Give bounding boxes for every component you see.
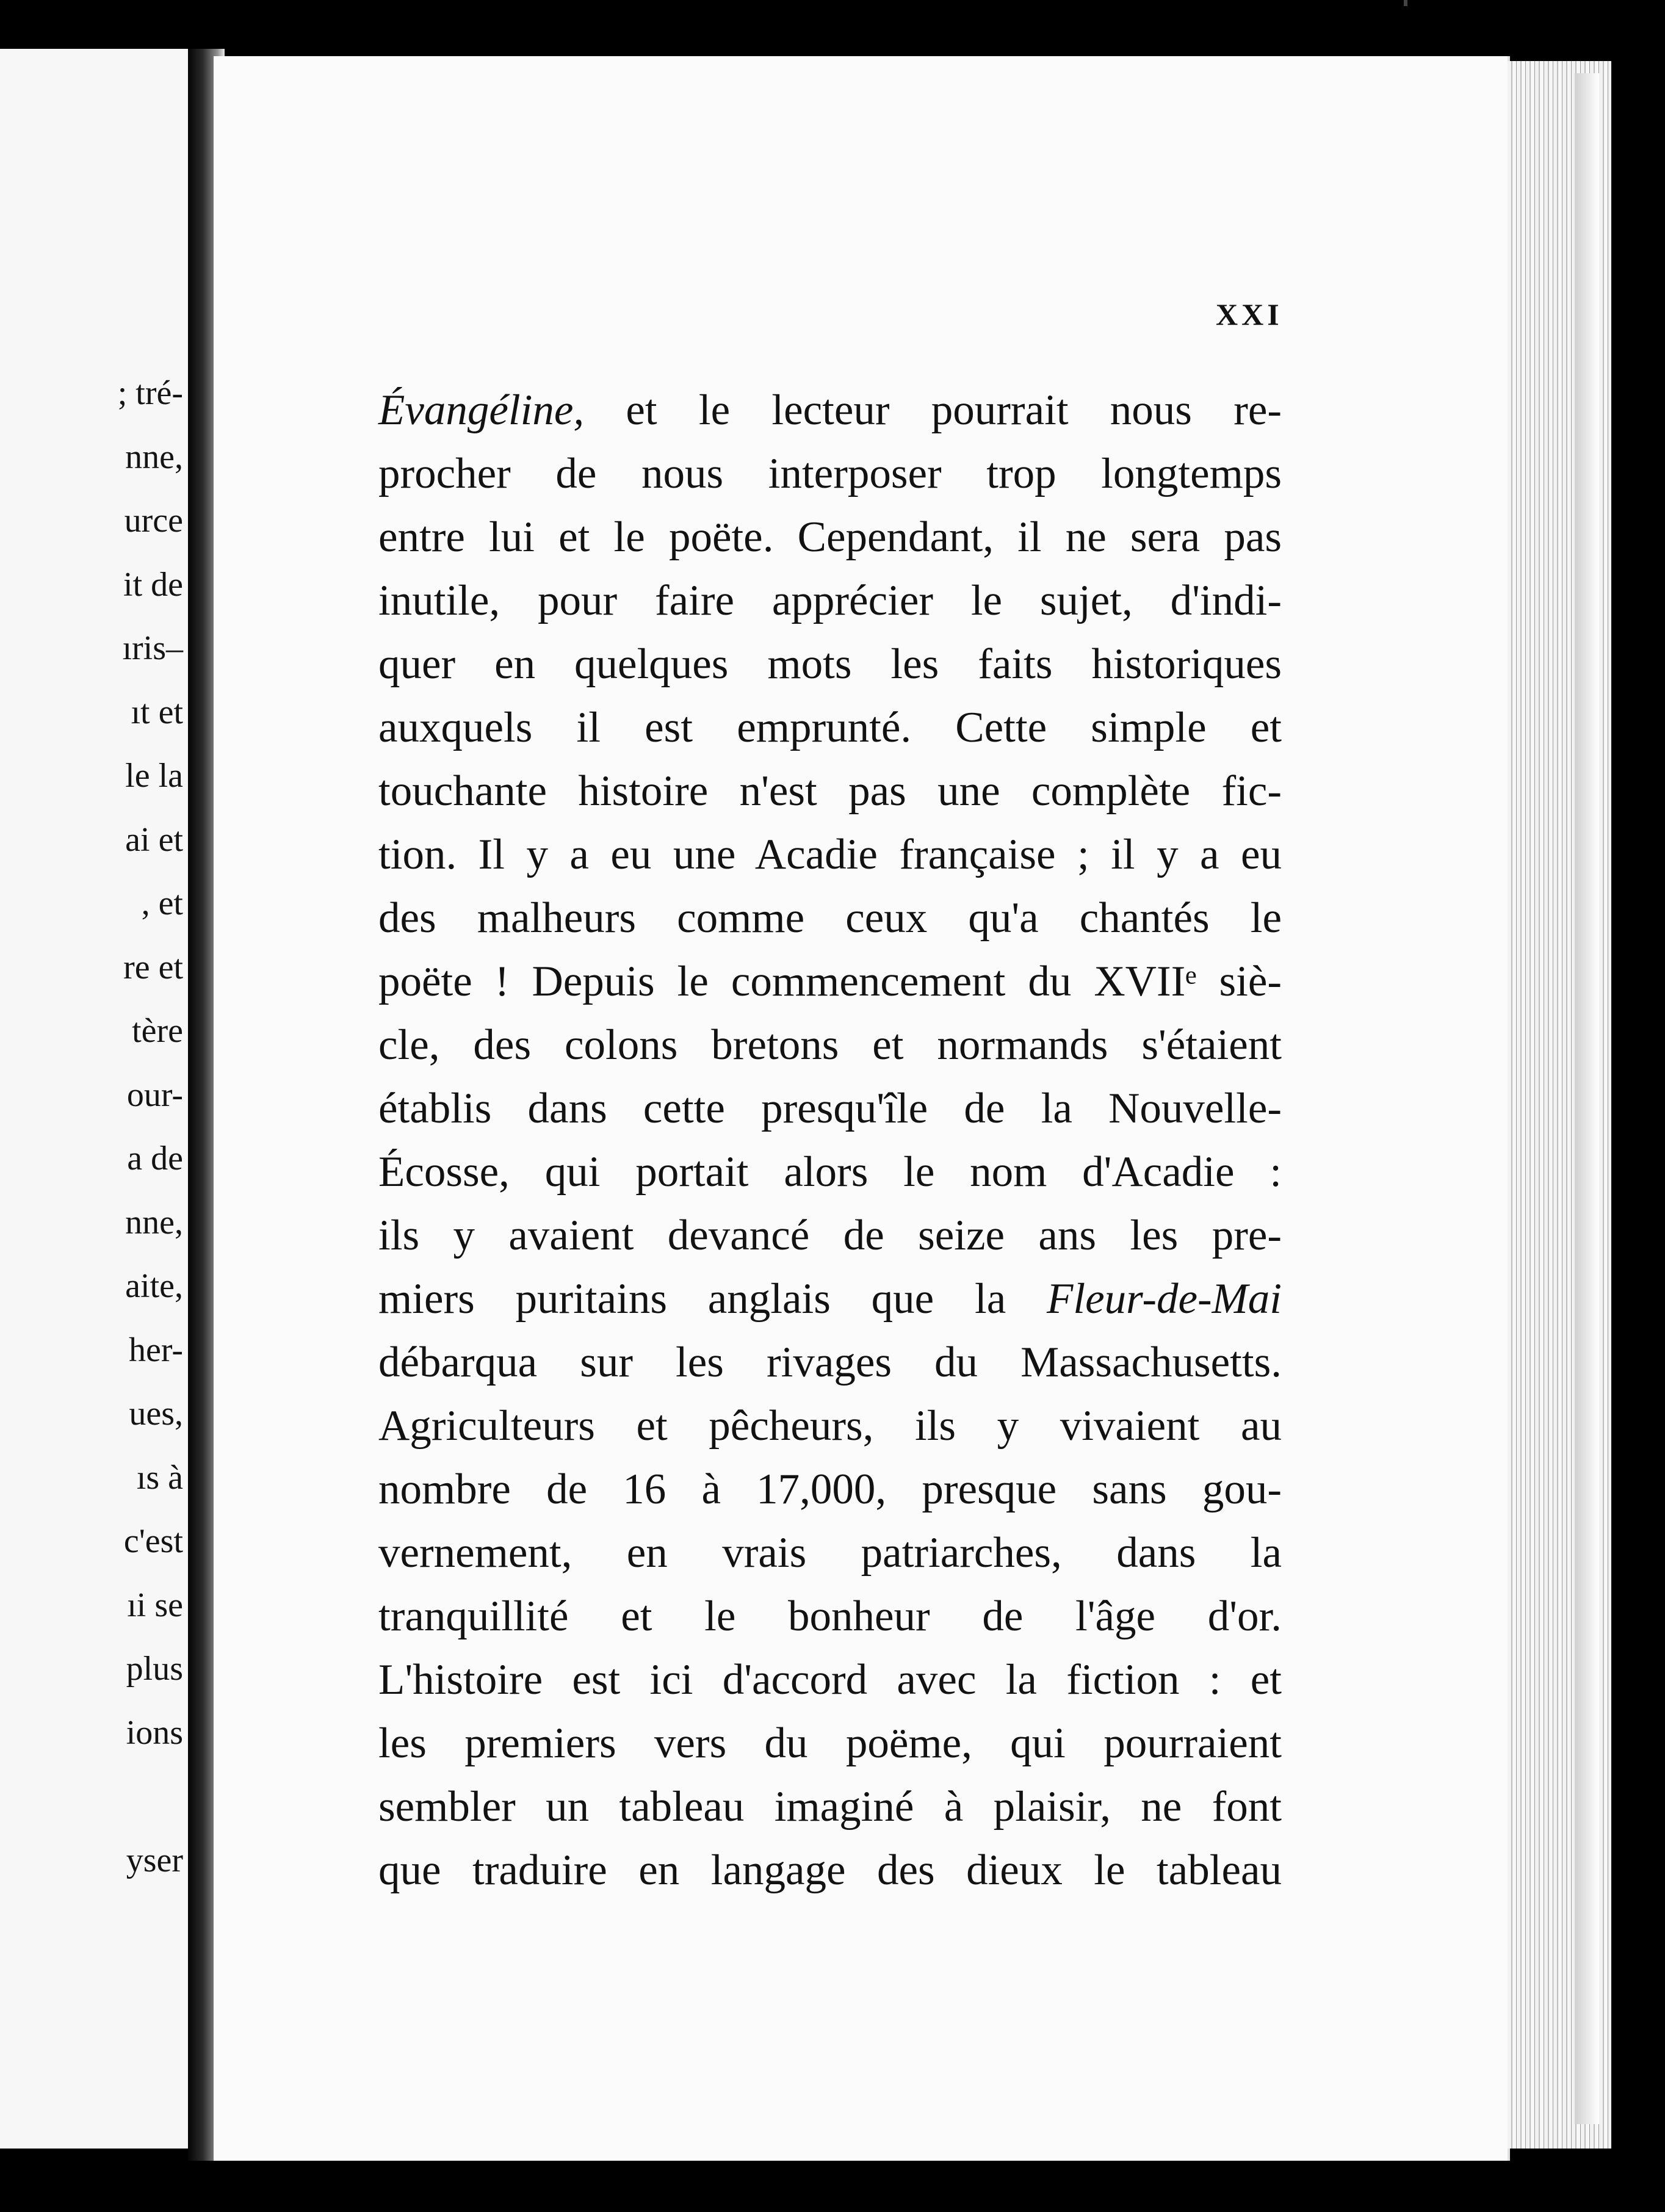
- text-segment: et le lecteur pourrait nous re-: [584, 386, 1282, 434]
- left-page-line: re et: [123, 948, 183, 986]
- text-line: [378, 505, 1282, 569]
- left-page-line: ; tré-: [117, 374, 183, 412]
- text-segment: touchante histoire n'est pas une complète fic-: [378, 767, 1282, 815]
- text-segment: sembler un tableau imaginé à plaisir, ne font: [378, 1783, 1282, 1831]
- text-segment: des malheurs comme ceux qu'a chantés le: [378, 894, 1282, 942]
- italic-title-text: Évangéline,: [378, 386, 585, 434]
- text-line: [378, 823, 1282, 886]
- text-line: [378, 1775, 1282, 1838]
- text-line: [378, 1838, 1282, 1902]
- text-line: [378, 1585, 1282, 1648]
- text-segment: auxquels il est emprunté. Cette simple et: [378, 704, 1282, 751]
- text-line: [378, 632, 1282, 696]
- left-page-line: it de: [123, 565, 183, 604]
- text-line: [378, 1204, 1282, 1267]
- text-line: [378, 378, 1282, 442]
- text-segment: procher de nous interposer trop longtemps: [378, 450, 1282, 497]
- text-segment: miers puritains anglais que la: [378, 1275, 1047, 1323]
- text-segment: Écosse, qui portait alors le nom d'Acadie :: [378, 1148, 1282, 1196]
- text-segment: vernement, en vrais patriarches, dans la: [378, 1529, 1282, 1577]
- left-page-line: tère: [132, 1012, 183, 1050]
- text-line: [378, 1267, 1282, 1331]
- text-segment: tion. Il y a eu une Acadie française ; il y a eu: [378, 831, 1282, 878]
- text-line: [378, 442, 1282, 505]
- text-segment: poëte ! Depuis le commencement du XVIIᵉ siè-: [378, 958, 1282, 1005]
- left-page-line: her-: [128, 1331, 183, 1369]
- text-line: [378, 886, 1282, 950]
- left-page-line: c'est: [123, 1522, 183, 1560]
- left-page-line: le la: [125, 757, 183, 795]
- left-page-line: ues,: [129, 1395, 183, 1433]
- text-line: [378, 950, 1282, 1013]
- left-page-line: nne,: [125, 438, 183, 476]
- text-line: [378, 1711, 1282, 1775]
- text-line: [378, 1394, 1282, 1458]
- scan-speck: [1404, 0, 1407, 6]
- left-page-line: nne,: [125, 1203, 183, 1242]
- text-line: [378, 1077, 1282, 1140]
- left-page: [0, 49, 188, 2149]
- text-segment: débarqua sur les rivages du Massachusetts.: [378, 1339, 1282, 1386]
- left-page-line: plus: [126, 1650, 183, 1688]
- text-segment: quer en quelques mots les faits historiques: [378, 640, 1282, 688]
- text-segment: entre lui et le poëte. Cependant, il ne sera pas: [378, 513, 1282, 561]
- text-line: [378, 1521, 1282, 1585]
- left-page-line: aite,: [125, 1267, 183, 1305]
- text-line: [378, 759, 1282, 823]
- text-segment: ils y avaient devancé de seize ans les pre-: [378, 1212, 1282, 1259]
- left-page-line: , et: [141, 884, 183, 922]
- italic-title-text: Fleur-de-Mai: [1047, 1275, 1282, 1323]
- page-number: XXI: [1216, 297, 1283, 331]
- text-segment: établis dans cette presqu'île de la Nouvelle-: [378, 1085, 1282, 1132]
- left-page-line: ıs à: [136, 1458, 183, 1497]
- left-page-line: ıi se: [127, 1586, 183, 1624]
- text-line: [378, 569, 1282, 632]
- left-page-line: ai et: [125, 820, 183, 859]
- left-page-line: our-: [126, 1075, 183, 1114]
- text-line: [378, 1648, 1282, 1711]
- text-segment: inutile, pour faire apprécier le sujet, d'indi-: [378, 577, 1282, 624]
- left-page-line: a de: [127, 1140, 183, 1177]
- left-page-line: urce: [124, 502, 183, 540]
- left-page-line: ions: [126, 1713, 183, 1752]
- text-segment: les premiers vers du poëme, qui pourraient: [378, 1719, 1282, 1767]
- left-page-line: ıris–: [122, 629, 183, 667]
- text-line: [378, 1013, 1282, 1077]
- text-segment: L'histoire est ici d'accord avec la fiction : et: [378, 1656, 1282, 1704]
- page-edge-shadow: [1575, 73, 1599, 2124]
- text-line: [378, 696, 1282, 759]
- text-line: [378, 1331, 1282, 1394]
- text-line: [378, 1458, 1282, 1521]
- text-segment: que traduire en langage des dieux le tableau: [378, 1846, 1282, 1894]
- text-segment: tranquillité et le bonheur de l'âge d'or.: [378, 1592, 1282, 1640]
- left-page-line: ıt et: [131, 693, 183, 731]
- body-text: [378, 378, 1282, 1902]
- text-segment: nombre de 16 à 17,000, presque sans gou-: [378, 1466, 1282, 1513]
- text-segment: Agriculteurs et pêcheurs, ils y vivaient au: [378, 1402, 1282, 1450]
- text-segment: cle, des colons bretons et normands s'étaient: [378, 1021, 1282, 1069]
- left-page-line: yser: [126, 1841, 183, 1879]
- text-line: [378, 1140, 1282, 1204]
